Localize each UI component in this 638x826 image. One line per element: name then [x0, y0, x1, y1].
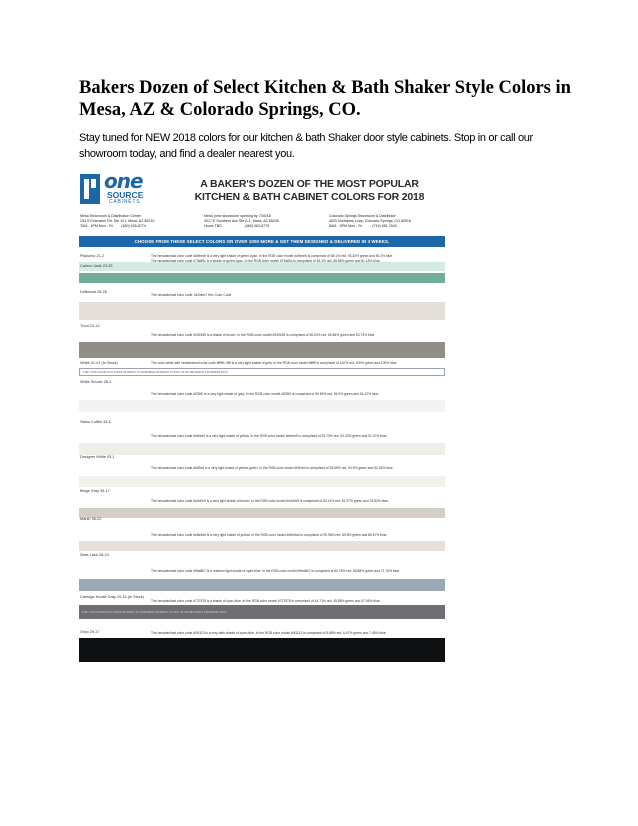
color-name: White 01-01 (In Stock): [80, 361, 118, 365]
color-name: Slate Lake 28-23: [80, 553, 109, 557]
color-description: The hexadecimal color code: #e2ded7 Hex Color Code: [151, 293, 232, 297]
flyer-headline-line-2: KITCHEN & BATH CABINET COLORS FOR 2018: [194, 191, 425, 203]
color-name: Designer White 03-1: [80, 455, 115, 459]
address-mesa-new: Mesa (new showroom opening by 7/30/18 3017 E Southern Ave Ste A-1, Mesa, AZ 85206 Hours TBD (480) 463-8775: [204, 214, 279, 228]
color-description: The hexadecimal color code #727578 is a shade of cyan-blue. In the RGB color model #727578 is comprised of 44.71% red, 45.88% green and 47.06% blue.: [151, 599, 381, 603]
color-name: White Smoke 28-2: [80, 380, 112, 384]
color-swatch: [79, 638, 445, 662]
color-description: The hexadecimal color code #9ba8b7 is a medium light shade of cyan-blue. In the RGB color model #9ba8b7 is comprised of 60.78% red, 65.88% green and 71.76% blue.: [151, 569, 401, 573]
color-description: The hexadecimal color code #73a89c is a shade of green-cyan. In the RGB color model #73a89c is comprised of 45.1% red, 65.88% green and 61.18% blue.: [151, 259, 381, 263]
logo-tag: CABINETS: [109, 199, 141, 205]
color-swatch: [79, 476, 445, 487]
logo-sub: SOURCE: [107, 190, 144, 200]
color-name: Beige Gray 35-17: [80, 489, 110, 493]
flyer-headline: [177, 178, 442, 204]
flyer-header: [79, 170, 445, 248]
color-swatch: [79, 579, 445, 591]
color-swatch: [79, 302, 445, 320]
intro-paragraph: Stay tuned for NEW 2018 colors for our kitchen & bath Shaker door style cabinets. Stop in or call our showroom today, and find a dealer nearest you.: [79, 132, 533, 160]
in-stock-notice: THEY THIS COLOR IS IN STOCK AS READY TO ASSEMBLE OR READY TO PICK UP OR DELIVER IN 3 BUSINESS DAYS: [79, 368, 445, 376]
color-swatch: [79, 342, 445, 358]
color-description: The hexadecimal color code #d4d0c9 is a very light shade of brown. In the RGB color model #d4d0c9 is comprised of 83.14% red, 81.57% green and 78.82% blue.: [151, 499, 389, 503]
color-description: The hexadecimal color code #d9eee6 is a very light shade of green-cyan. In the RGB color model #d9eee6 is comprised of 85.1% red, 93.33% green and 90.2% blue.: [151, 254, 394, 258]
color-name: Trout 24-13: [80, 324, 100, 328]
color-description: The hexadecimal color code #f4f2ed is a very light shade of yellow-green. In the RGB color model #f4f2ed is comprised of 95.69% red, 94.9% green and 92.94% blue.: [151, 466, 394, 470]
document-title: Bakers Dozen of Select Kitchen & Bath Shaker Style Colors in Mesa, AZ & Colorado Springs, CO.: [79, 78, 571, 120]
color-swatch: [79, 541, 445, 551]
color-description: The color white with hexadecimal color code #ffffff / #fff is a very light shade of grey. In the RGB color model #ffffff is comprised of 100% red, 100% green and 100% blue.: [151, 361, 398, 365]
address-mesa-distribution: Mesa Showroom & Distribution Center 234 S Extension Rd. Ste 101, Mesa, AZ 85210 TAM - 4PM Mon - Fri (480) 435-8774: [80, 214, 155, 228]
color-description: The hexadecimal color code #0f1113 is a very dark shade of cyan-blue. In the RGB color model #0f1113 is comprised of 5.88% red, 6.67% green and 7.45% blue.: [151, 631, 387, 635]
color-name: Carriage House Gray 29-16 (In Stock): [80, 595, 144, 599]
color-swatch: [79, 508, 445, 518]
color-swatch: [79, 273, 445, 283]
address-colorado-springs: Colorado Springs Showroom & Distributor 4520 Northpark Loop, Colorado Springs, CO 80918 8AM - 5PM Mon - Fri (719) 651-7642: [329, 214, 411, 228]
cta-banner: CHOOSE FROM THESE SELECT COLORS OR OVER 1000 MORE & GET THEM DESIGNED & DELIVERED IN 3 WEEKS.: [79, 236, 445, 247]
flyer-headline-line-1: A BAKER'S DOZEN OF THE MOST POPULAR: [200, 178, 419, 190]
color-description: The hexadecimal color code #efeee9 is a very light shade of yellow. In the RGB color model #efeee9 is comprised of 93.73% red, 93.33% green and 91.37% blue.: [151, 434, 388, 438]
color-description: The hexadecimal color code #949189 is a shade of brown. In the RGB color model #949189 is comprised of 58.04% red, 56.86% green and 53.73% blue.: [151, 333, 376, 337]
color-name: Onyx 29-17: [80, 630, 100, 634]
color-description: The hexadecimal color code #e8e5dd is a very light shade of yellow. In the RGB color model #e8e5dd is comprised of 90.98% red, 89.8% green and 86.67% blue.: [151, 533, 388, 537]
color-name: Pistachio 21-2: [80, 254, 105, 258]
color-swatch: [79, 400, 445, 412]
color-name: Carbon Jade 23-25: [80, 264, 113, 268]
color-flyer-image: [79, 170, 445, 676]
color-name: Marsh 36-22: [80, 517, 102, 521]
in-stock-notice: THEY THIS COLOR IS IN STOCK AS READY TO ASSEMBLE OR READY TO PICK UP OR DELIVER IN 3 BUSINESS DAYS: [79, 610, 445, 616]
logo-mark-icon: [80, 174, 100, 204]
color-swatch: [79, 443, 445, 455]
color-description: The hexadecimal color code #f2f2f0 is a very light shade of grey. In the RGB color model #f2f2f0 is comprised of 95.69% red, 94.9% green and 94.12% blue.: [151, 392, 380, 396]
color-name: Driftwood 28-26: [80, 290, 107, 294]
logo-word: one: [104, 170, 143, 193]
color-name: Swiss Coffee 33-6: [80, 420, 111, 424]
